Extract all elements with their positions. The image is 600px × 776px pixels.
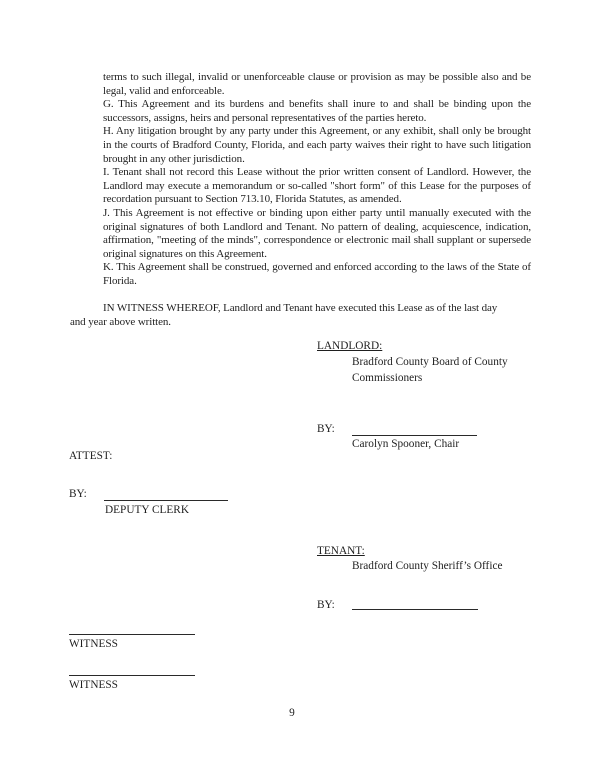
clause-paragraph-g: G. This Agreement and its burdens and benefits shall inure to and shall be binding upon the successors, assigns, heirs and personal representatives of the parties hereto.	[103, 98, 531, 124]
tenant-heading: TENANT:	[317, 545, 365, 557]
landlord-signature-line	[352, 435, 477, 436]
witness-signature-line-1	[69, 634, 195, 635]
landlord-name-line-2: Commissioners	[352, 372, 423, 384]
attest-by-label: BY:	[69, 488, 87, 500]
witness-label-2: WITNESS	[69, 679, 118, 691]
landlord-signatory-name: Carolyn Spooner, Chair	[352, 438, 460, 450]
lease-clauses-block	[103, 71, 531, 289]
page-number: 9	[289, 707, 295, 719]
clause-paragraph-k: K. This Agreement shall be construed, governed and enforced according to the laws of the State of Florida.	[103, 261, 531, 287]
attest-signatory-title: DEPUTY CLERK	[105, 504, 189, 516]
in-witness-whereof-paragraph: IN WITNESS WHEREOF, Landlord and Tenant have executed this Lease as of the last day and year above written.	[70, 302, 498, 328]
witness-label-1: WITNESS	[69, 638, 118, 650]
tenant-by-label: BY:	[317, 599, 335, 611]
clause-paragraph-h: H. Any litigation brought by any party under this Agreement, or any exhibit, shall only be brought in the courts of Bradford County, Florida, and each party waives their right to have such litigation brought in any other jurisdiction.	[103, 125, 531, 165]
clause-paragraph-continuation: terms to such illegal, invalid or unenforceable clause or provision as may be possible also and be legal, valid and enforceable.	[103, 71, 531, 97]
tenant-name: Bradford County Sheriff’s Office	[352, 560, 503, 572]
clause-paragraph-j: J. This Agreement is not effective or binding upon either party until manually executed with the original signatures of both Landlord and Tenant. No pattern of dealing, acquiescence, indication, affirmation, "meeting of the minds", correspondence or electronic mail shall supplant or supersede original signatures on this Agreement.	[103, 206, 531, 260]
tenant-signature-line	[352, 609, 478, 610]
landlord-name-line-1: Bradford County Board of County	[352, 356, 508, 368]
attest-signature-line	[104, 500, 228, 501]
attest-heading: ATTEST:	[69, 450, 113, 462]
landlord-by-label: BY:	[317, 423, 335, 435]
clause-paragraph-i: I. Tenant shall not record this Lease without the prior written consent of Landlord. However, the Landlord may execute a memorandum or so-called "short form" of this Lease for the purposes of recordation pursuant to Section 713.10, Florida Statutes, as amended.	[103, 166, 531, 206]
landlord-heading: LANDLORD:	[317, 340, 383, 352]
witness-signature-line-2	[69, 675, 195, 676]
